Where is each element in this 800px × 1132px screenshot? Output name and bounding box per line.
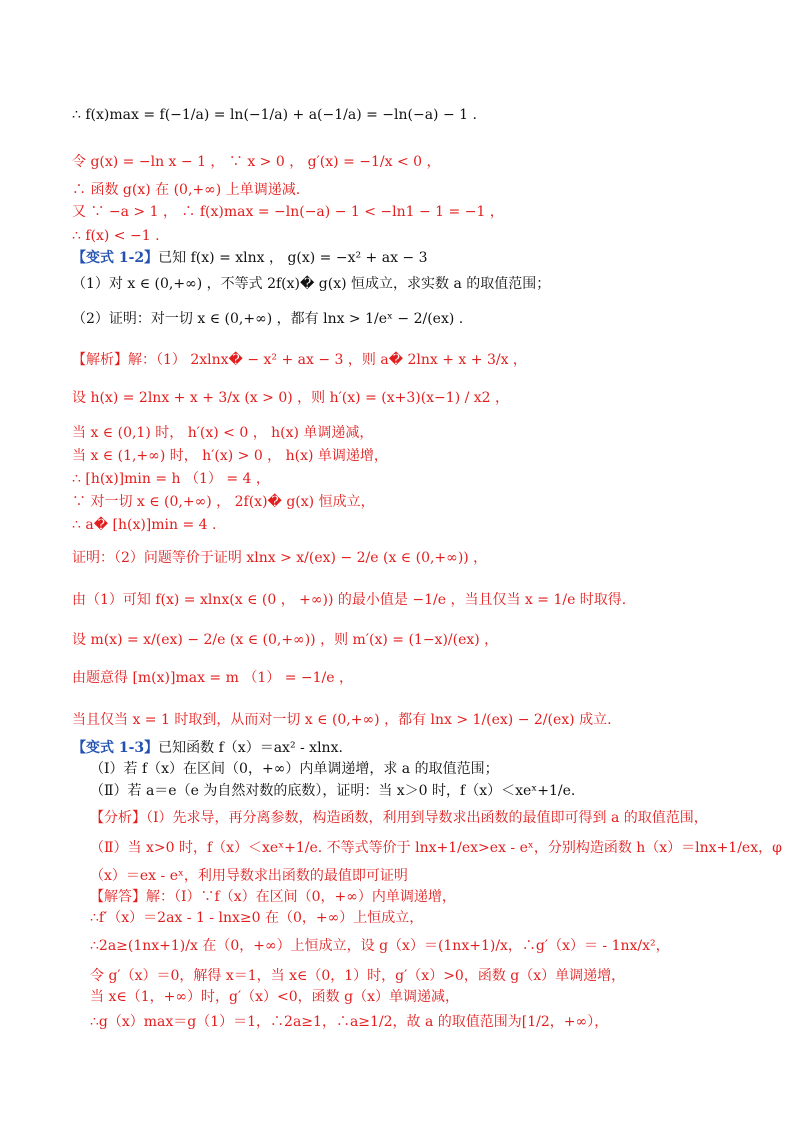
section-label: 【变式 1-3】	[72, 740, 159, 756]
section-text: 已知函数 f（x）＝ax² - xlnx.	[158, 740, 343, 756]
text-line-l12: 当 x ∈ (1,+∞) 时， h′(x) > 0 ， h(x) 单调递增，	[72, 448, 388, 464]
text-line-l21	[72, 738, 343, 758]
text-line-l27: 【解答】解：（Ⅰ）∵f（x）在区间（0，+∞）内单调递增，	[90, 889, 456, 905]
text-line-l18: 设 m(x) = x/(ex) − 2/e (x ∈ (0,+∞)) ，则 m′(x) = (1−x)/(ex) ，	[72, 632, 499, 648]
text-line-l17: 由（1）可知 f(x) = xlnx(x ∈ (0 ， +∞)) 的最小值是 −1/e ，当且仅当 x = 1/e 时取得.	[72, 592, 627, 608]
text-line-l23: （Ⅱ）若 a＝e（e 为自然对数的底数），证明：当 x＞0 时，f（x）＜xeˣ+1/e.	[90, 783, 576, 799]
text-line-l26: （x）＝ex - eˣ，利用导数求出函数的最值即可证明	[90, 868, 408, 884]
text-line-l04: 又 ∵ −a > 1 ， ∴ f(x)max = −ln(−a) − 1 < −ln1 − 1 = −1 ，	[72, 204, 504, 220]
text-line-l22: （Ⅰ）若 f（x）在区间（0，+∞）内单调递增，求 a 的取值范围；	[90, 761, 499, 777]
text-line-l19: 由题意得 [m(x)]max = m （1） = −1/e ，	[72, 670, 353, 686]
text-line-l10: 设 h(x) = 2lnx + x + 3/x (x > 0) ，则 h′(x) = (x+3)(x−1) / x2 ，	[72, 390, 510, 406]
text-line-l02: 令 g(x) = −ln x − 1 ， ∵ x > 0 ， g′(x) = −1/x < 0 ，	[72, 154, 441, 170]
text-line-l05: ∴ f(x) < −1 .	[72, 228, 160, 244]
section-label: 【变式 1-2】	[72, 250, 159, 266]
text-line-l13: ∴ [h(x)]min = h （1） = 4 ，	[72, 471, 270, 487]
text-line-l25: （Ⅱ）当 x>0 时，f（x）＜xeˣ+1/e. 不等式等价于 lnx+1/ex>ex - eˣ，分别构造函数 h（x）＝lnx+1/ex，φ	[90, 840, 782, 856]
text-line-l16: 证明：（2）问题等价于证明 xlnx > x/(ex) − 2/e (x ∈ (0,+∞)) ，	[72, 550, 488, 566]
text-line-l09: 【解析】解：（1） 2xlnx� − x² + ax − 3 ，则 a� 2lnx + x + 3/x ，	[72, 352, 527, 368]
text-line-l11: 当 x ∈ (0,1) 时， h′(x) < 0 ， h(x) 单调递减，	[72, 425, 374, 441]
text-line-l31: 当 x∈（1，+∞）时，g′（x）<0，函数 g（x）单调递减，	[90, 989, 459, 1005]
text-line-l29: ∴2a≥(1nx+1)/x 在（0，+∞）上恒成立，设 g（x）＝(1nx+1)/x，∴g′（x）＝ - 1nx/x²，	[90, 938, 670, 954]
text-line-l01: ∴ f(x)max = f(−1/a) = ln(−1/a) + a(−1/a) = −ln(−a) − 1 .	[72, 107, 477, 123]
text-line-l14: ∵ 对一切 x ∈ (0,+∞) ， 2f(x)� g(x) 恒成立，	[72, 494, 375, 510]
text-line-l15: ∴ a� [h(x)]min = 4 .	[72, 517, 217, 533]
text-line-l24: 【分析】（Ⅰ）先求导，再分离参数，构造函数，利用到导数求出函数的最值即可得到 a 的取值范围，	[90, 810, 708, 826]
text-line-l28: ∴f′（x）＝2ax - 1 - lnx≥0 在（0，+∞）上恒成立，	[90, 910, 424, 926]
text-line-l03: ∴ 函数 g(x) 在 (0,+∞) 上单调递减.	[72, 182, 301, 198]
text-line-l30: 令 g′（x）＝0，解得 x＝1，当 x∈（0，1）时，g′（x）>0，函数 g（x）单调递增，	[90, 968, 626, 984]
text-line-l20: 当且仅当 x = 1 时取到，从而对一切 x ∈ (0,+∞) ，都有 lnx > 1/(ex) − 2/(ex) 成立.	[72, 712, 612, 728]
text-line-l32: ∴g（x）max＝g（1）＝1，∴2a≥1，∴a≥1/2，故 a 的取值范围为[1/2，+∞），	[90, 1014, 609, 1030]
text-line-l06	[72, 248, 428, 268]
text-line-l07: （1）对 x ∈ (0,+∞) ，不等式 2f(x)� g(x) 恒成立，求实数 a 的取值范围；	[72, 276, 551, 292]
section-text: 已知 f(x) = xlnx ， g(x) = −x² + ax − 3	[158, 250, 428, 266]
text-line-l08: （2）证明：对一切 x ∈ (0,+∞) ，都有 lnx > 1/eˣ − 2/(ex) .	[72, 311, 464, 327]
